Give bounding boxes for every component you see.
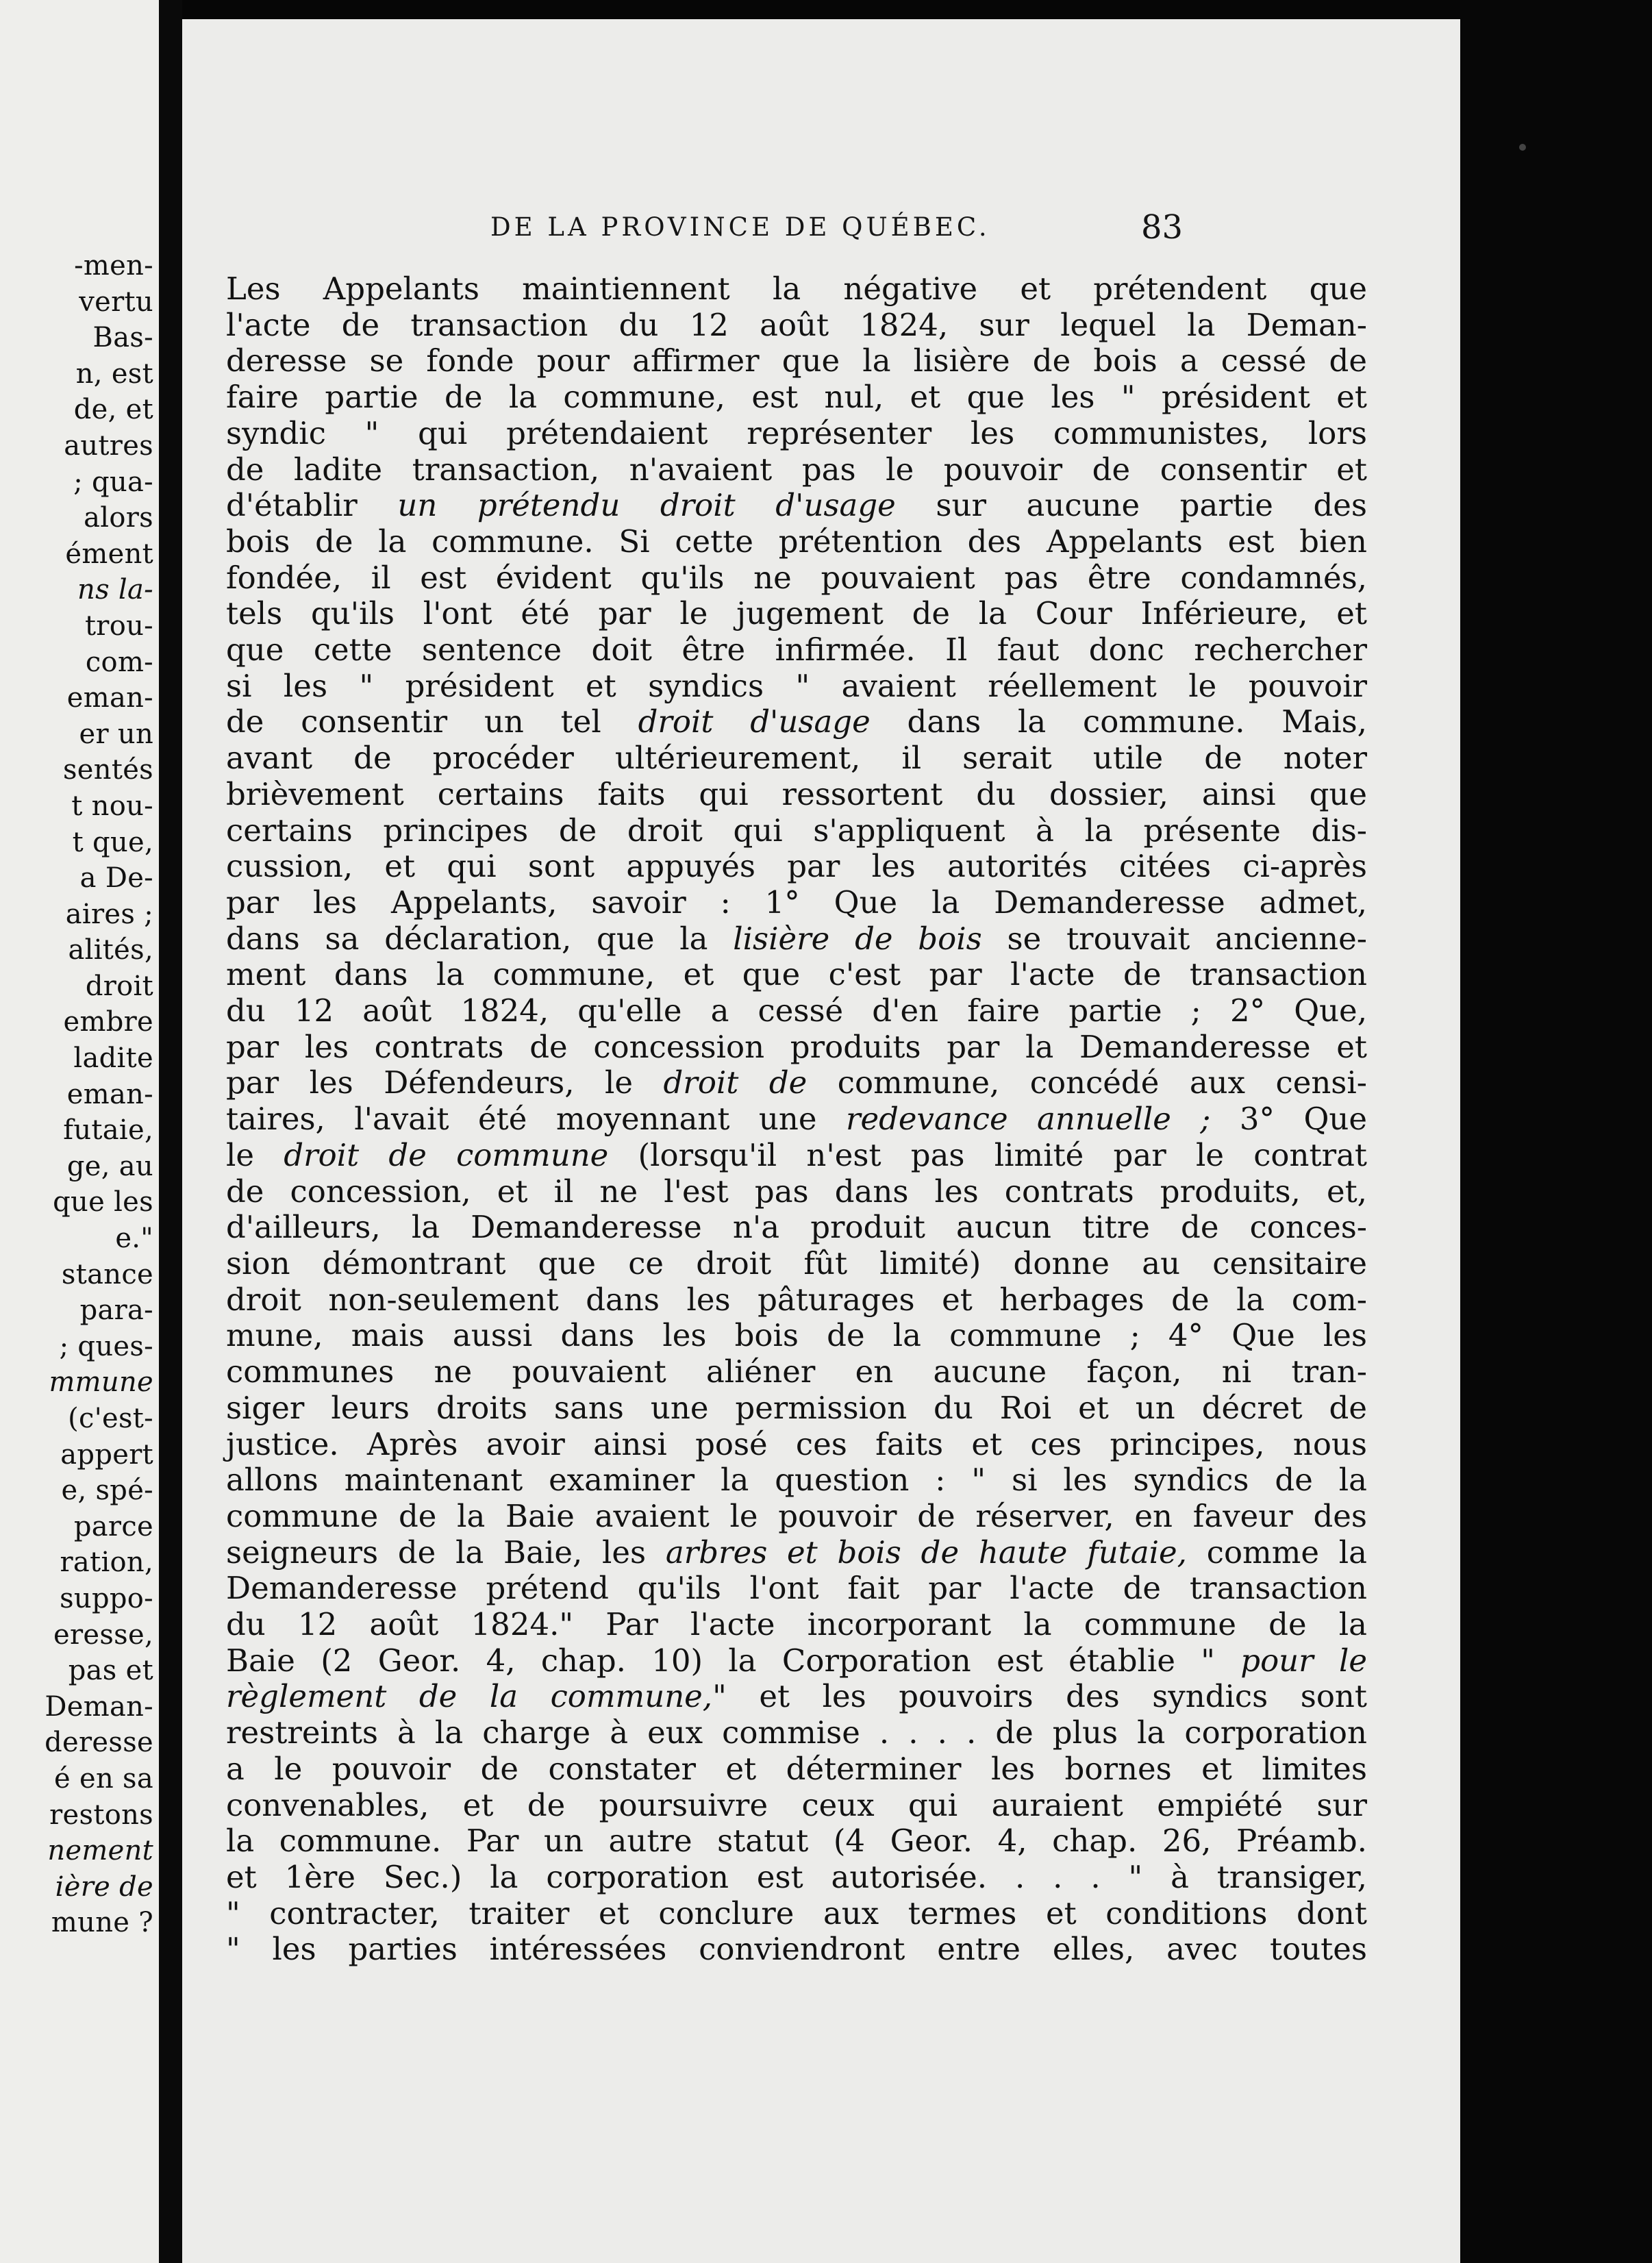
left-page-line: é en sa <box>53 1762 153 1795</box>
left-page-line: ge, au <box>66 1150 153 1182</box>
text-run: par les Appelants, savoir : 1° Que la Demanderesse admet, <box>226 884 1367 921</box>
text-line <box>226 740 1367 777</box>
text-line <box>226 1029 1367 1066</box>
right-margin-edge <box>1460 0 1652 2263</box>
text-run: bois de la commune. Si cette prétention des Appelants est bien <box>226 523 1367 560</box>
left-page-line: er un <box>79 718 153 750</box>
text-line <box>226 1101 1367 1138</box>
text-run: " contracter, traiter et conclure aux termes et conditions dont <box>226 1895 1367 1931</box>
text-run: ment dans la commune, et que c'est par l'acte de transaction <box>226 956 1367 993</box>
text-line <box>226 921 1367 958</box>
text-line <box>226 1679 1367 1715</box>
text-line <box>226 343 1367 379</box>
left-page-line: suppo- <box>60 1582 153 1614</box>
text-line <box>226 1788 1367 1824</box>
text-line <box>226 308 1367 344</box>
left-page-line: futaie, <box>63 1114 153 1147</box>
text-run: dans la commune. Mais, <box>870 703 1367 740</box>
text-run: la commune. Par un autre statut (4 Geor. 4, chap. 26, Préamb. <box>226 1823 1367 1860</box>
text-run: l'acte de transaction du 12 août 1824, sur lequel la Deman- <box>226 306 1367 343</box>
left-page-line: trou- <box>84 610 153 642</box>
text-run: de consentir un tel <box>226 703 638 740</box>
text-run: avant de procéder ultérieurement, il serait utile de noter <box>226 740 1367 777</box>
left-page-line: com- <box>85 646 153 678</box>
left-page-line: ière de <box>55 1871 153 1903</box>
left-page-line: para- <box>79 1295 153 1327</box>
text-run: par les contrats de concession produits par la Demanderesse et <box>226 1028 1367 1065</box>
text-run: et 1ère Sec.) la corporation est autorisée. . . . " à transiger, <box>226 1858 1367 1895</box>
left-page-line: eman- <box>66 682 153 714</box>
left-page-line: embre <box>63 1006 153 1038</box>
text-run: convenables, et de poursuivre ceux qui auraient empiété sur <box>226 1786 1367 1823</box>
text-line <box>226 1715 1367 1751</box>
left-facing-page <box>0 0 159 2263</box>
left-page-line: sentés <box>62 754 153 786</box>
left-page-line: ration, <box>60 1547 153 1579</box>
text-line <box>226 777 1367 813</box>
text-line <box>226 1499 1367 1535</box>
running-title: DE LA PROVINCE DE QUÉBEC. <box>490 212 990 242</box>
text-line <box>226 1065 1367 1101</box>
page-number: 83 <box>1141 208 1184 247</box>
left-page-line: restons <box>49 1799 153 1831</box>
text-line <box>226 1860 1367 1896</box>
text-line <box>226 1246 1367 1282</box>
text-run: seigneurs de la Baie, les <box>226 1534 666 1571</box>
left-page-line: (c'est- <box>68 1403 153 1434</box>
text-run: justice. Après avoir ainsi posé ces faits et ces principes, nous <box>226 1425 1367 1462</box>
text-run: restreints à la charge à eux commise . . . . de plus la corporation <box>226 1714 1367 1751</box>
text-run: commune de la Baie avaient le pouvoir de réserver, en faveur des <box>226 1497 1367 1534</box>
text-run: droit non-seulement dans les pâturages et herbages de la com- <box>226 1281 1367 1318</box>
text-line <box>226 1174 1367 1210</box>
text-line <box>226 1607 1367 1643</box>
left-page-line: parce <box>73 1510 153 1542</box>
text-line <box>226 993 1367 1029</box>
text-run: " et les pouvoirs des syndics sont <box>712 1678 1367 1715</box>
text-line <box>226 416 1367 452</box>
text-run: taires, l'avait été moyennant une <box>226 1101 846 1138</box>
left-page-line: ns la- <box>77 574 153 606</box>
text-line <box>226 1427 1367 1463</box>
left-page-line: alités, <box>68 934 153 966</box>
left-page-line: a De- <box>79 862 153 895</box>
text-run: brièvement certains faits qui ressortent du dossier, ainsi que <box>226 775 1367 812</box>
italic-run: lisière de bois <box>733 920 982 957</box>
main-page <box>182 19 1460 2263</box>
text-line <box>226 452 1367 488</box>
left-page-line: t que, <box>72 826 153 858</box>
text-line <box>226 1390 1367 1427</box>
text-line <box>226 849 1367 885</box>
text-run: a le pouvoir de constater et déterminer les bornes et limites <box>226 1750 1367 1787</box>
text-run: cussion, et qui sont appuyés par les autorités citées ci-après <box>226 848 1367 885</box>
left-page-line: aires ; <box>65 898 153 930</box>
text-line <box>226 271 1367 308</box>
italic-run: droit de <box>663 1064 808 1101</box>
text-run: comme la <box>1186 1534 1367 1571</box>
italic-run: règlement de la commune, <box>226 1678 713 1715</box>
text-line <box>226 1896 1367 1932</box>
left-page-line: mune ? <box>51 1907 153 1939</box>
text-line <box>226 1282 1367 1318</box>
text-run: du 12 août 1824." Par l'acte incorporant la commune de la <box>226 1606 1367 1643</box>
left-page-line: droit <box>85 970 153 1002</box>
text-run: se trouvait ancienne- <box>981 920 1367 957</box>
left-page-line: Deman- <box>45 1690 153 1723</box>
text-line <box>226 379 1367 416</box>
left-page-line: eman- <box>66 1078 153 1110</box>
text-run: Demanderesse prétend qu'ils l'ont fait par l'acte de transaction <box>226 1570 1367 1607</box>
left-page-line: t nou- <box>71 790 153 822</box>
left-page-line: mmune <box>49 1366 153 1399</box>
text-run: tels qu'ils l'ont été par le jugement de la Cour Inférieure, et <box>226 595 1367 632</box>
left-page-line: autres <box>64 429 153 462</box>
left-page-line: Bas- <box>92 322 153 354</box>
italic-run: arbres et bois de haute futaie, <box>665 1534 1187 1571</box>
text-line <box>226 1751 1367 1788</box>
text-run: Baie (2 Geor. 4, chap. 10) la Corporation est établie " <box>226 1642 1241 1679</box>
running-head <box>182 208 1460 253</box>
text-run: par les Défendeurs, le <box>226 1064 664 1101</box>
text-run: si les " président et syndics " avaient réellement le pouvoir <box>226 667 1367 704</box>
text-line <box>226 596 1367 632</box>
text-line <box>226 1643 1367 1679</box>
left-page-line: appert <box>60 1438 153 1471</box>
text-run: sion démontrant que ce droit fût limité) donne au censitaire <box>226 1245 1367 1281</box>
italic-run: un prétendu droit d'usage <box>397 487 896 524</box>
italic-run: pour le <box>1240 1642 1368 1679</box>
text-run: faire partie de la commune, est nul, et que les " président et <box>226 379 1367 416</box>
text-line <box>226 524 1367 560</box>
left-page-line: nement <box>47 1835 153 1867</box>
text-line <box>226 1138 1367 1174</box>
text-line <box>226 1318 1367 1354</box>
italic-run: droit d'usage <box>638 703 871 740</box>
left-page-line: ; qua- <box>73 466 153 498</box>
text-line <box>226 813 1367 849</box>
text-run: 3° Que <box>1210 1101 1367 1138</box>
text-run: communes ne pouvaient aliéner en aucune façon, ni tran- <box>226 1353 1367 1390</box>
text-line <box>226 560 1367 597</box>
left-page-line: ément <box>65 538 153 570</box>
text-line <box>226 668 1367 705</box>
text-run: syndic " qui prétendaient représenter les communistes, lors <box>226 414 1367 451</box>
text-run: de concession, et il ne l'est pas dans les contrats produits, et, <box>226 1173 1367 1210</box>
text-line <box>226 632 1367 668</box>
text-line <box>226 1462 1367 1499</box>
left-page-line: ; ques- <box>59 1330 153 1362</box>
text-line <box>226 1823 1367 1860</box>
text-run: le <box>226 1136 284 1173</box>
text-line <box>226 1354 1367 1390</box>
text-run: d'établir <box>226 487 398 524</box>
left-page-line: e." <box>115 1223 153 1255</box>
left-page-line: n, est <box>75 358 153 390</box>
text-line <box>226 957 1367 993</box>
text-run: sur aucune partie des <box>895 487 1367 524</box>
text-run: " les parties intéressées conviendront entre elles, avec toutes <box>226 1931 1367 1968</box>
binding-gutter <box>159 0 182 2263</box>
text-line <box>226 1210 1367 1246</box>
text-run: de ladite transaction, n'avaient pas le pouvoir de consentir et <box>226 451 1367 488</box>
italic-run: redevance annuelle ; <box>845 1101 1211 1138</box>
left-page-line: -men- <box>74 250 153 282</box>
text-run: deresse se fonde pour affirmer que la lisière de bois a cessé de <box>226 342 1367 379</box>
text-run: mune, mais aussi dans les bois de la commune ; 4° Que les <box>226 1317 1367 1354</box>
italic-run: droit de commune <box>284 1136 609 1173</box>
text-run: (lorsqu'il n'est pas limité par le contrat <box>608 1136 1367 1173</box>
left-page-line: deresse <box>45 1727 153 1759</box>
text-line <box>226 885 1367 921</box>
text-run: commune, concédé aux censi- <box>807 1064 1367 1101</box>
left-page-line: de, et <box>73 394 153 426</box>
text-run: dans sa déclaration, que la <box>226 920 734 957</box>
left-page-line: alors <box>84 502 153 534</box>
text-line <box>226 1571 1367 1607</box>
left-page-line: vertu <box>79 286 153 318</box>
text-run: fondée, il est évident qu'ils ne pouvaient pas être condamnés, <box>226 559 1367 596</box>
left-page-line: pas et <box>68 1655 153 1687</box>
left-page-line: que les <box>53 1186 153 1218</box>
text-run: du 12 août 1824, qu'elle a cessé d'en faire partie ; 2° Que, <box>226 992 1367 1029</box>
text-run: certains principes de droit qui s'appliquent à la présente dis- <box>226 812 1367 849</box>
left-page-line: stance <box>61 1258 153 1290</box>
text-run: d'ailleurs, la Demanderesse n'a produit aucun titre de conces- <box>226 1209 1367 1246</box>
left-page-line: ladite <box>73 1042 153 1075</box>
text-line <box>226 1535 1367 1571</box>
text-line <box>226 1931 1367 1968</box>
text-run: Les Appelants maintiennent la négative et prétendent que <box>226 271 1367 307</box>
left-page-line: e, spé- <box>61 1475 153 1507</box>
body-text <box>226 271 1367 1968</box>
scan-speck <box>1519 144 1526 151</box>
text-line <box>226 704 1367 740</box>
left-page-line: eresse, <box>53 1618 153 1651</box>
left-page-text-column <box>0 248 153 1941</box>
text-run: siger leurs droits sans une permission du Roi et un décret de <box>226 1389 1367 1426</box>
text-line <box>226 488 1367 524</box>
text-run: allons maintenant examiner la question : " si les syndics de la <box>226 1462 1367 1499</box>
text-run: que cette sentence doit être infirmée. Il faut donc rechercher <box>226 632 1367 668</box>
